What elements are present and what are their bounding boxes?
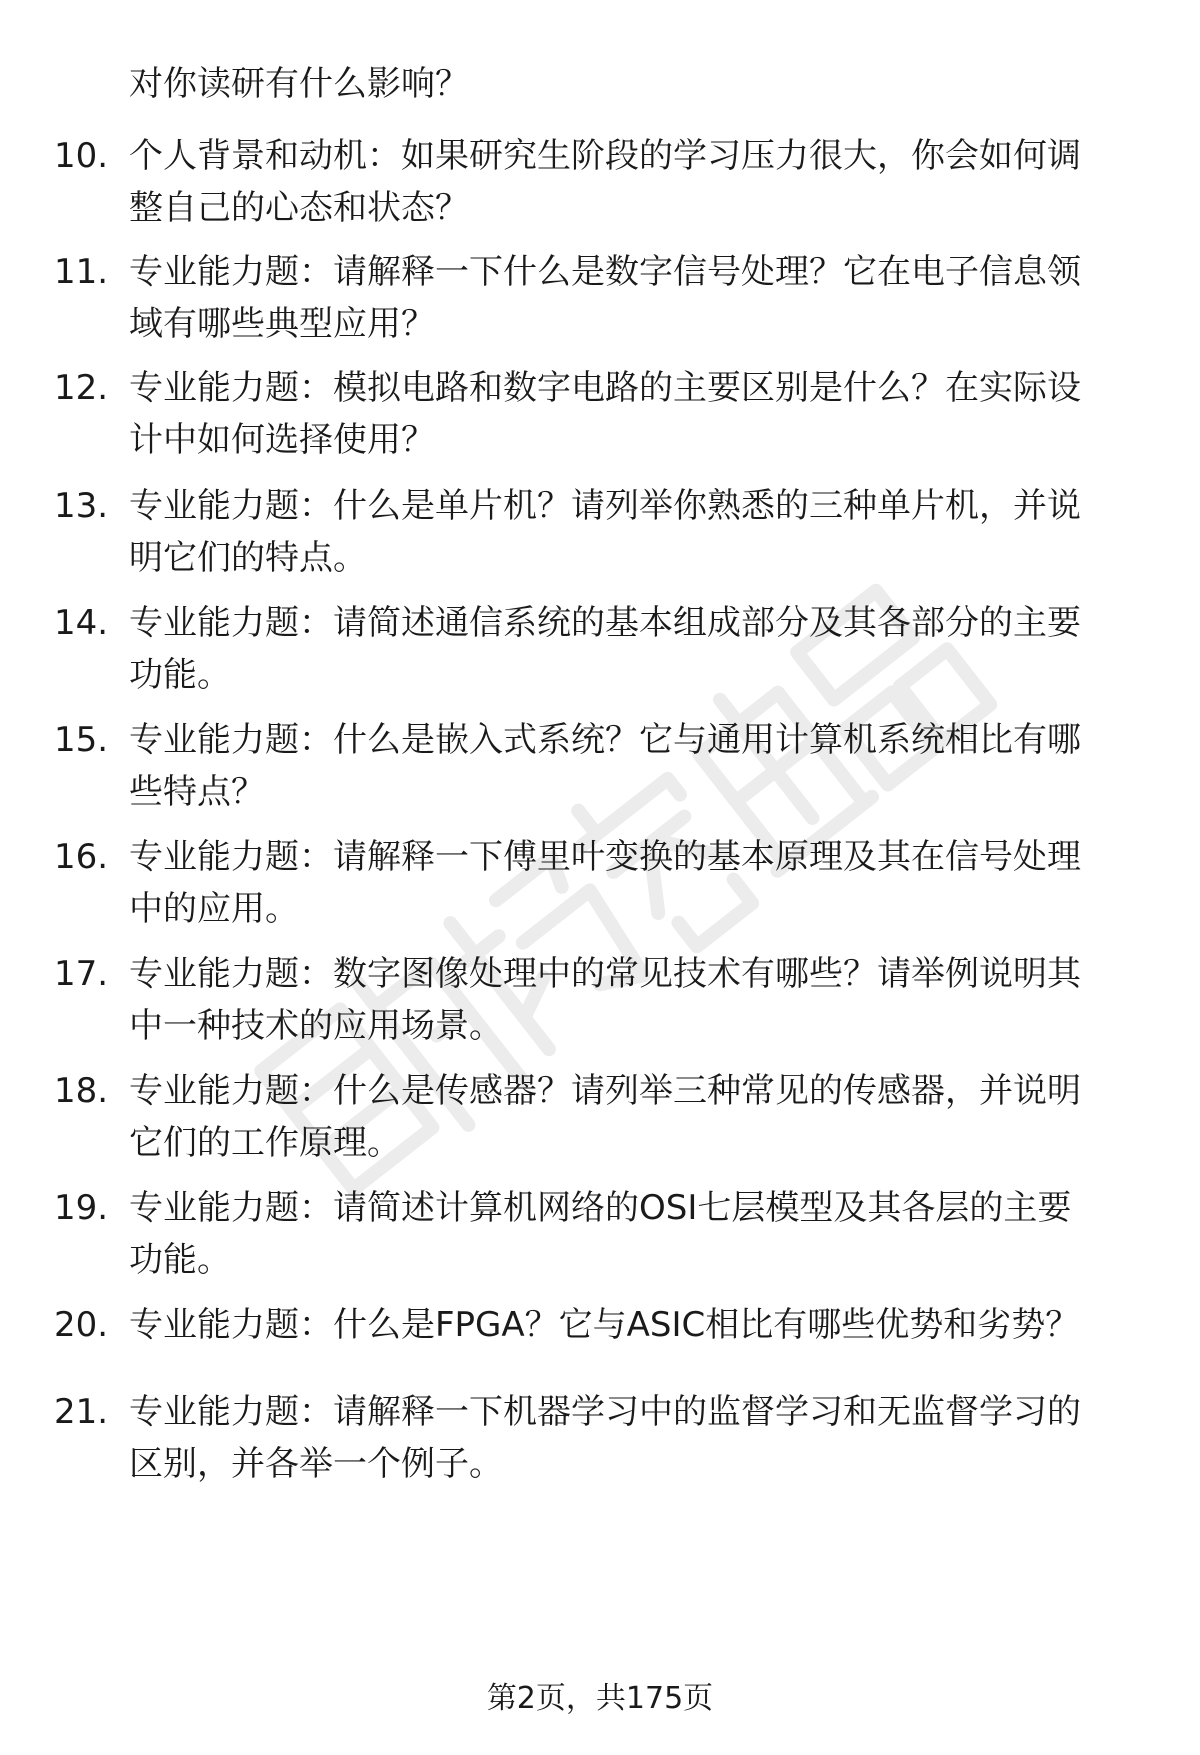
list-item bbox=[0, 1182, 1200, 1286]
list-item bbox=[0, 130, 1200, 234]
question-text-line: 专业能力题：请解释一下什么是数字信号处理？它在电子信息领 bbox=[129, 252, 1081, 292]
continued-question-text: 对你读研有什么影响？ bbox=[129, 64, 469, 104]
question-text-line: 专业能力题：什么是FPGA？它与ASIC相比有哪些优势和劣势？ bbox=[129, 1305, 1080, 1345]
question-number: 15. bbox=[54, 720, 109, 760]
question-number: 14. bbox=[54, 603, 109, 643]
question-text-line: 区别，并各举一个例子。 bbox=[129, 1444, 503, 1484]
question-text-line: 功能。 bbox=[129, 655, 231, 695]
question-text-line: 专业能力题：请简述通信系统的基本组成部分及其各部分的主要 bbox=[129, 603, 1081, 643]
question-text-line: 专业能力题：什么是嵌入式系统？它与通用计算机系统相比有哪 bbox=[129, 720, 1081, 760]
question-text-line: 专业能力题：什么是传感器？请列举三种常见的传感器，并说明 bbox=[129, 1071, 1081, 1111]
question-text-line: 专业能力题：请简述计算机网络的OSI七层模型及其各层的主要 bbox=[129, 1188, 1072, 1228]
question-text-line: 域有哪些典型应用？ bbox=[129, 304, 435, 344]
question-text-line: 整自己的心态和状态？ bbox=[129, 188, 469, 228]
question-text-line: 计中如何选择使用？ bbox=[129, 420, 435, 460]
list-item bbox=[0, 831, 1200, 935]
list-item bbox=[0, 362, 1200, 466]
list-item bbox=[0, 948, 1200, 1052]
question-number: 12. bbox=[54, 368, 109, 408]
question-number: 21. bbox=[54, 1392, 109, 1432]
question-number: 20. bbox=[54, 1305, 109, 1345]
question-text-line: 专业能力题：模拟电路和数字电路的主要区别是什么？在实际设 bbox=[129, 368, 1081, 408]
question-number: 19. bbox=[54, 1188, 109, 1228]
question-text-line: 专业能力题：什么是单片机？请列举你熟悉的三种单片机，并说 bbox=[129, 486, 1081, 526]
question-text-line: 功能。 bbox=[129, 1240, 231, 1280]
list-item bbox=[0, 597, 1200, 701]
question-number: 11. bbox=[54, 252, 109, 292]
question-number: 17. bbox=[54, 954, 109, 994]
question-number: 10. bbox=[54, 136, 109, 176]
question-text-line: 中一种技术的应用场景。 bbox=[129, 1006, 503, 1046]
question-number: 13. bbox=[54, 486, 109, 526]
question-text-line: 专业能力题：请解释一下傅里叶变换的基本原理及其在信号处理 bbox=[129, 837, 1081, 877]
question-number: 16. bbox=[54, 837, 109, 877]
list-item bbox=[0, 714, 1200, 818]
question-number: 18. bbox=[54, 1071, 109, 1111]
list-item bbox=[0, 480, 1200, 584]
question-text-line: 专业能力题：数字图像处理中的常见技术有哪些？请举例说明其 bbox=[129, 954, 1081, 994]
page-number-footer: 第2页，共175页 bbox=[486, 1681, 714, 1716]
question-text-line: 专业能力题：请解释一下机器学习中的监督学习和无监督学习的 bbox=[129, 1392, 1081, 1432]
question-text-line: 它们的工作原理。 bbox=[129, 1123, 401, 1163]
question-text-line: 个人背景和动机：如果研究生阶段的学习压力很大，你会如何调 bbox=[129, 136, 1081, 176]
question-text-line: 中的应用。 bbox=[129, 889, 299, 929]
list-item bbox=[0, 246, 1200, 350]
list-item bbox=[0, 1065, 1200, 1169]
list-item bbox=[0, 1386, 1200, 1490]
question-text-line: 些特点？ bbox=[129, 772, 265, 812]
list-item bbox=[0, 1299, 1200, 1351]
question-text-line: 明它们的特点。 bbox=[129, 538, 367, 578]
